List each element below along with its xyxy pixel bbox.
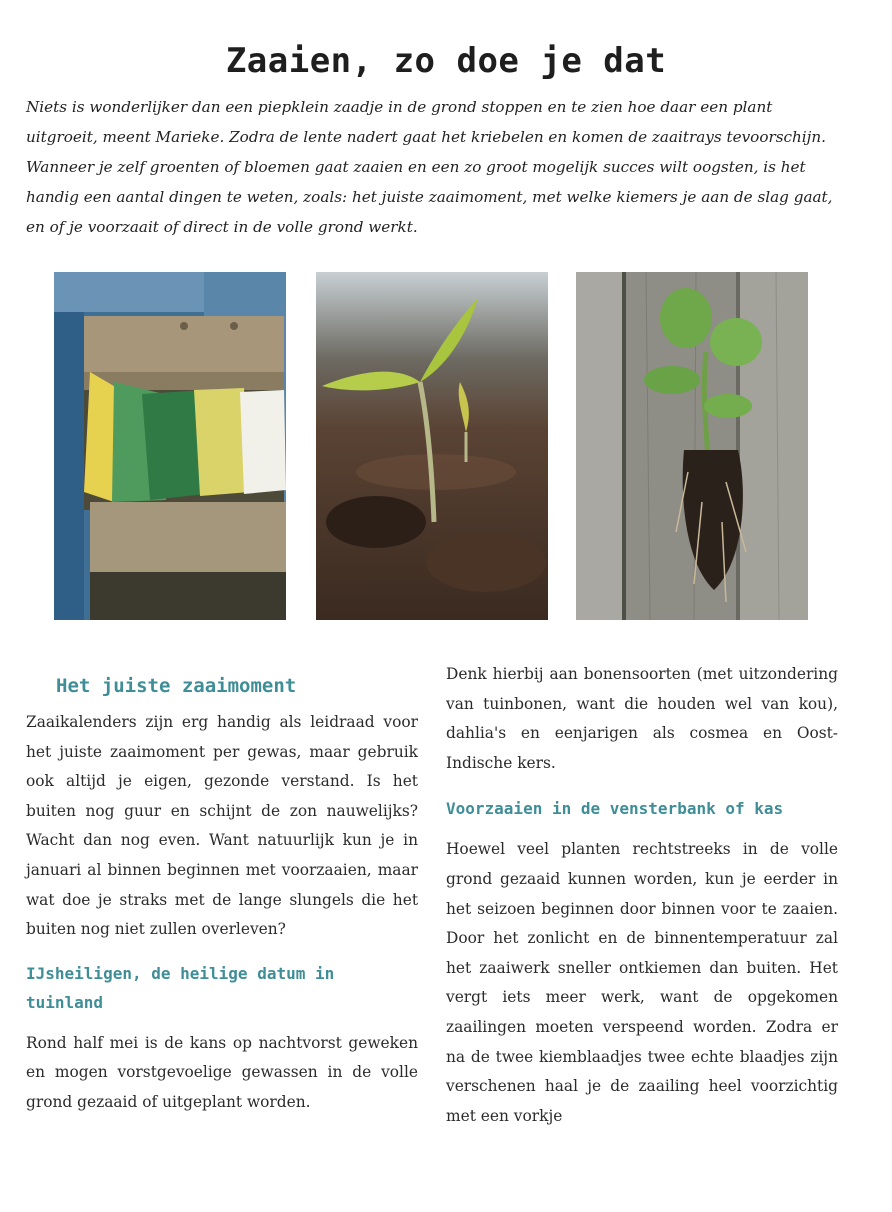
- section-heading-ijsheiligen: IJsheiligen, de heilige datum in tuinland: [26, 963, 335, 1012]
- section-body-zaaimoment: Zaaikalenders zijn erg handig als leidraad voor het juiste zaaimoment per gewas, maar gebruik ook altijd je eigen, gezonde verstand. Is het buiten nog guur en schijnt de zon nauwelijks? Wacht dan nog even. Want natuurlijk kun je in januari al binnen beginnen met voorzaaien, maar wat doe je straks met de lange slungels die het buiten nog niet zullen overleven?: [26, 713, 418, 939]
- seed-packets-tray-image: [54, 272, 286, 620]
- section-heading-voorzaaien: Voorzaaien in de vensterbank of kas: [446, 799, 784, 819]
- intro-paragraph: Niets is wonderlijker dan een piepklein zaadje in de grond stoppen en te zien hoe daar een plant uitgroeit, meent Marieke. Zodra de lente nadert gaat het kriebelen en komen de zaaitrays tevoorschijn. Wanneer je zelf groenten of bloemen gaat zaaien en een zo groot mogelijk succes wilt oogsten, is het handig een aantal dingen te weten, zoals: het juiste zaaimoment, met welke kiemers je aan de slag gaat, en of je voorzaait of direct in de volle grond werkt.: [26, 98, 833, 236]
- seedling-with-roots-photo: [576, 272, 808, 620]
- section-heading-zaaimoment: Het juiste zaaimoment: [56, 675, 297, 697]
- left-column: [26, 660, 418, 1118]
- section-body-ijsheiligen: Rond half mei is de kans op nachtvorst geweken en mogen vorstgevoelige gewassen in de volle grond gezaaid of uitgeplant worden.: [26, 1033, 418, 1111]
- seedling-with-roots-image: [576, 272, 808, 620]
- seed-packets-tray-photo: [54, 272, 286, 620]
- seedling-in-soil-image: [316, 272, 548, 620]
- section-body-continued: Denk hierbij aan bonensoorten (met uitzondering van tuinbonen, want die houden wel van kou), dahlia's en eenjarigen als cosmea en Oost-Indische kers.: [446, 665, 838, 772]
- right-column: [446, 660, 838, 1131]
- section-body-voorzaaien: Hoewel veel planten rechtstreeks in de volle grond gezaaid kunnen worden, kun je eerder in het seizoen beginnen door binnen voor te zaaien. Door het zonlicht en de binnentemperatuur zal het zaaiwerk sneller ontkiemen dan buiten. Het vergt iets meer werk, want de opgekomen zaailingen moeten verspeend worden. Zodra er na de twee kiemblaadjes twee echte blaadjes zijn verschenen haal je de zaailing heel voorzichtig met een vorkje: [446, 840, 838, 1125]
- page-title: Zaaien, zo doe je dat: [225, 40, 667, 81]
- seedling-in-soil-photo: [316, 272, 548, 620]
